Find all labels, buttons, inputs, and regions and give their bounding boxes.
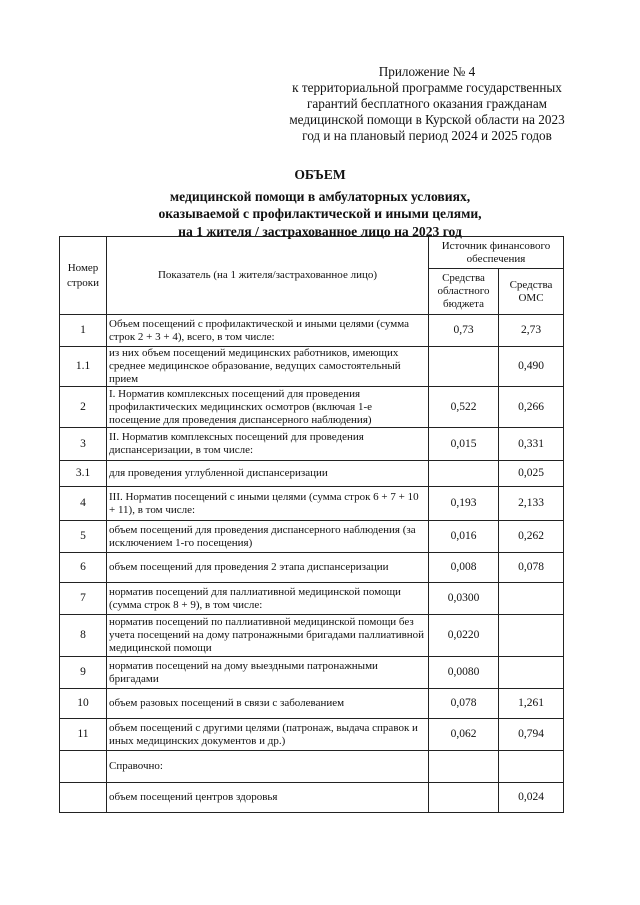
oms-cell bbox=[499, 583, 564, 615]
indicator-cell: объем посещений для проведения диспансерного наблюдения (за исключением 1-го посещения) bbox=[107, 521, 429, 553]
row-number-cell bbox=[60, 783, 107, 813]
indicator-cell: I. Норматив комплексных посещений для проведения профилактических медицинских осмотров (включая 1-е посещение для проведения диспансерного наблюдения) bbox=[107, 387, 429, 428]
table-row bbox=[60, 521, 564, 553]
regional-budget-cell: 0,016 bbox=[429, 521, 499, 553]
oms-cell: 0,262 bbox=[499, 521, 564, 553]
regional-budget-cell: 0,0080 bbox=[429, 657, 499, 689]
header-indicator: Показатель (на 1 жителя/застрахованное лицо) bbox=[107, 237, 429, 315]
volume-table bbox=[59, 236, 564, 813]
table-row bbox=[60, 428, 564, 461]
indicator-cell: норматив посещений для паллиативной медицинской помощи (сумма строк 8 + 9), в том числе: bbox=[107, 583, 429, 615]
appendix-line: медицинской помощи в Курской области на 2023 bbox=[289, 112, 565, 127]
indicator-cell: норматив посещений на дому выездными патронажными бригадами bbox=[107, 657, 429, 689]
table-row bbox=[60, 461, 564, 487]
appendix-heading bbox=[268, 64, 586, 144]
table-row bbox=[60, 751, 564, 783]
oms-cell bbox=[499, 657, 564, 689]
appendix-line: гарантий бесплатного оказания гражданам bbox=[306, 96, 548, 111]
title-line: ОБЪЕМ bbox=[294, 167, 346, 182]
regional-budget-cell: 0,078 bbox=[429, 689, 499, 719]
row-number-cell: 11 bbox=[60, 719, 107, 751]
indicator-cell: объем посещений центров здоровья bbox=[107, 783, 429, 813]
indicator-cell: из них объем посещений медицинских работников, имеющих среднее медицинское образование, ведущих самостоятельный прием bbox=[107, 347, 429, 387]
regional-budget-cell: 0,008 bbox=[429, 553, 499, 583]
oms-cell: 1,261 bbox=[499, 689, 564, 719]
table-row bbox=[60, 387, 564, 428]
oms-cell: 0,078 bbox=[499, 553, 564, 583]
oms-cell: 0,794 bbox=[499, 719, 564, 751]
oms-cell: 0,266 bbox=[499, 387, 564, 428]
oms-cell: 0,331 bbox=[499, 428, 564, 461]
row-number-cell: 1 bbox=[60, 315, 107, 347]
table-row bbox=[60, 553, 564, 583]
row-number-cell: 5 bbox=[60, 521, 107, 553]
regional-budget-cell: 0,062 bbox=[429, 719, 499, 751]
regional-budget-cell: 0,522 bbox=[429, 387, 499, 428]
indicator-cell: Объем посещений с профилактической и иными целями (сумма строк 2 + 3 + 4), всего, в том числе: bbox=[107, 315, 429, 347]
table-row bbox=[60, 315, 564, 347]
header-row-number: Номер строки bbox=[60, 237, 107, 315]
header-oms: Средства ОМС bbox=[499, 269, 564, 315]
table-row bbox=[60, 615, 564, 657]
oms-cell: 2,73 bbox=[499, 315, 564, 347]
indicator-cell: норматив посещений по паллиативной медицинской помощи без учета посещений на дому патронажными бригадами паллиативной медицинской помощи bbox=[107, 615, 429, 657]
header-source: Источник финансового обеспечения bbox=[429, 237, 564, 269]
header-regional-budget: Средства областного бюджета bbox=[429, 269, 499, 315]
table-row bbox=[60, 347, 564, 387]
indicator-cell: объем посещений для проведения 2 этапа диспансеризации bbox=[107, 553, 429, 583]
oms-cell: 2,133 bbox=[499, 487, 564, 521]
table-row bbox=[60, 657, 564, 689]
appendix-line: год и на плановый период 2024 и 2025 годов bbox=[302, 128, 552, 143]
appendix-line: Приложение № 4 bbox=[378, 64, 476, 79]
row-number-cell: 7 bbox=[60, 583, 107, 615]
row-number-cell: 1.1 bbox=[60, 347, 107, 387]
row-number-cell bbox=[60, 751, 107, 783]
regional-budget-cell: 0,193 bbox=[429, 487, 499, 521]
oms-cell: 0,025 bbox=[499, 461, 564, 487]
regional-budget-cell: 0,73 bbox=[429, 315, 499, 347]
table-row bbox=[60, 783, 564, 813]
regional-budget-cell bbox=[429, 783, 499, 813]
row-number-cell: 9 bbox=[60, 657, 107, 689]
title-line: медицинской помощи в амбулаторных условиях, bbox=[169, 188, 471, 204]
indicator-cell: объем посещений с другими целями (патронаж, выдача справок и иных медицинских документов и др.) bbox=[107, 719, 429, 751]
indicator-cell: III. Норматив посещений с иными целями (сумма строк 6 + 7 + 10 + 11), в том числе: bbox=[107, 487, 429, 521]
regional-budget-cell bbox=[429, 751, 499, 783]
indicator-cell: II. Норматив комплексных посещений для проведения диспансеризации, в том числе: bbox=[107, 428, 429, 461]
table-row bbox=[60, 719, 564, 751]
oms-cell: 0,024 bbox=[499, 783, 564, 813]
regional-budget-cell: 0,015 bbox=[429, 428, 499, 461]
regional-budget-cell: 0,0300 bbox=[429, 583, 499, 615]
regional-budget-cell bbox=[429, 347, 499, 387]
title-line: на 1 жителя / застрахованное лицо на 2023 год bbox=[178, 223, 462, 239]
indicator-cell: объем разовых посещений в связи с заболеванием bbox=[107, 689, 429, 719]
regional-budget-cell bbox=[429, 461, 499, 487]
oms-cell: 0,490 bbox=[499, 347, 564, 387]
indicator-cell: для проведения углубленной диспансеризации bbox=[107, 461, 429, 487]
table-row bbox=[60, 583, 564, 615]
regional-budget-cell: 0,0220 bbox=[429, 615, 499, 657]
row-number-cell: 8 bbox=[60, 615, 107, 657]
oms-cell bbox=[499, 751, 564, 783]
row-number-cell: 2 bbox=[60, 387, 107, 428]
row-number-cell: 4 bbox=[60, 487, 107, 521]
table-body bbox=[60, 315, 564, 813]
oms-cell bbox=[499, 615, 564, 657]
indicator-cell: Справочно: bbox=[107, 751, 429, 783]
table-row bbox=[60, 689, 564, 719]
title-line: оказываемой с профилактической и иными целями, bbox=[158, 206, 482, 221]
row-number-cell: 6 bbox=[60, 553, 107, 583]
table-row bbox=[60, 487, 564, 521]
row-number-cell: 3.1 bbox=[60, 461, 107, 487]
row-number-cell: 3 bbox=[60, 428, 107, 461]
document-title bbox=[100, 166, 540, 240]
row-number-cell: 10 bbox=[60, 689, 107, 719]
appendix-line: к территориальной программе государственных bbox=[292, 80, 562, 95]
